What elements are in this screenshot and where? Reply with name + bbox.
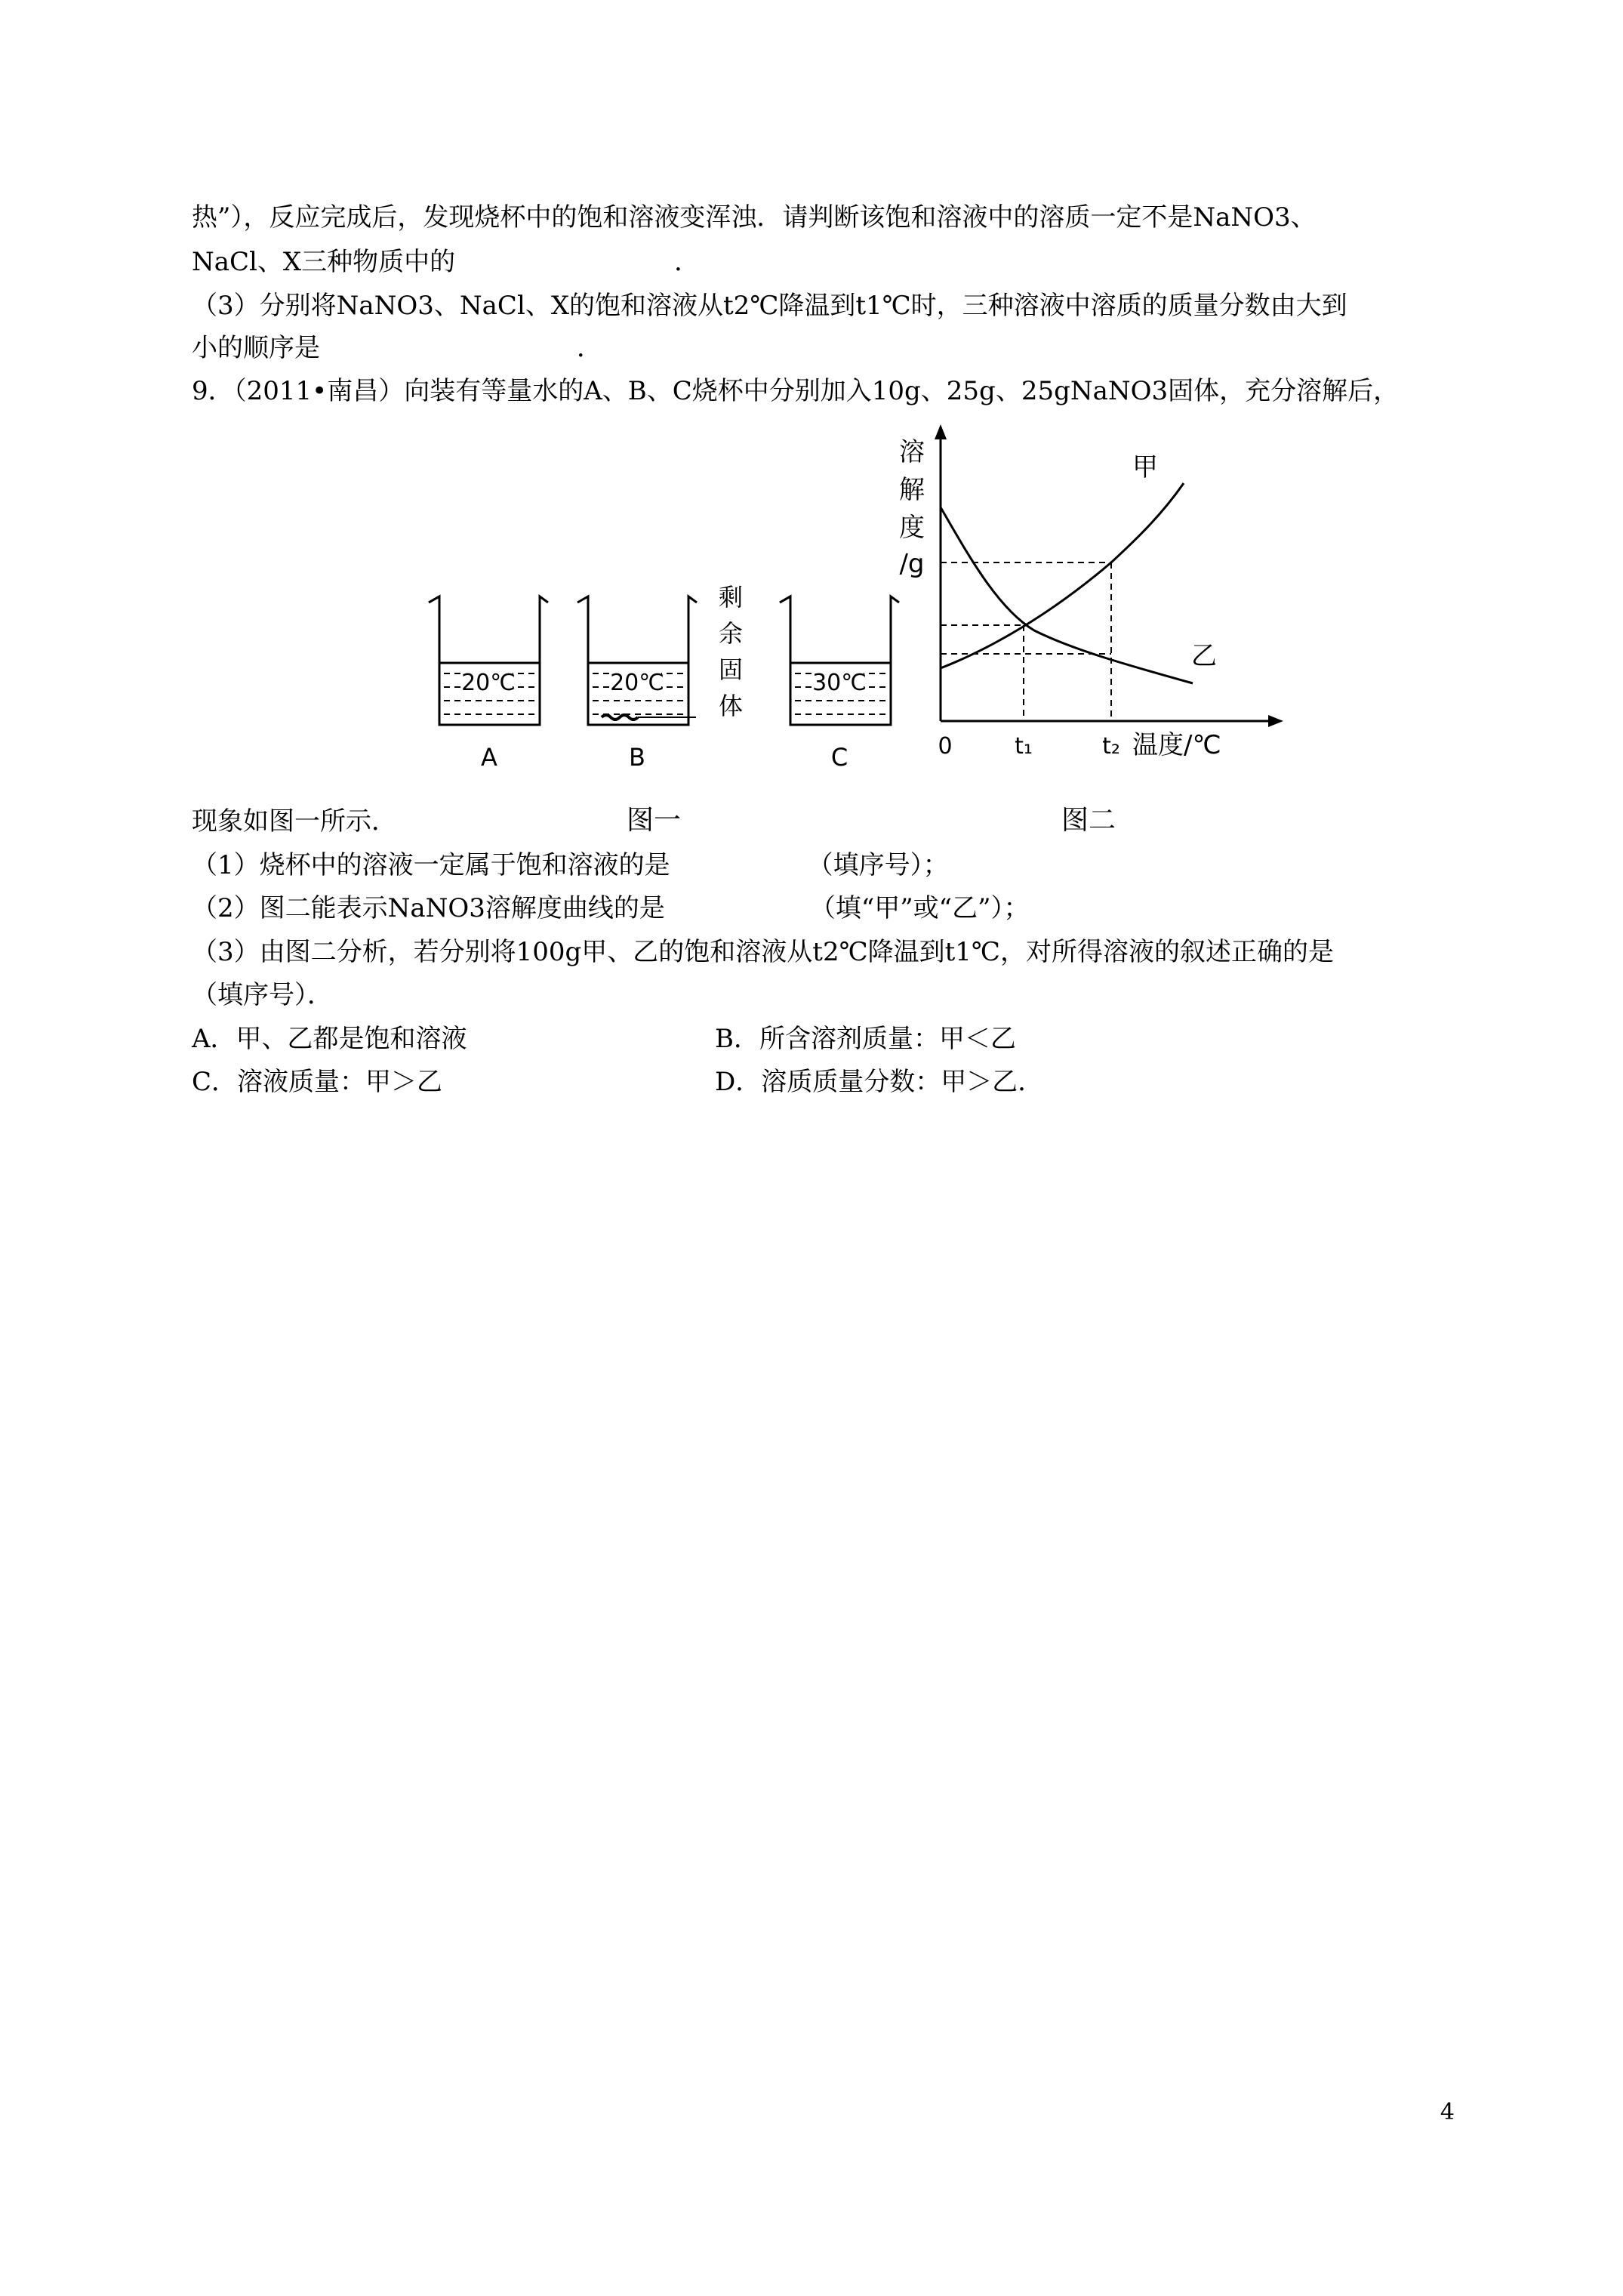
- text-line-6: 现象如图一所示．: [192, 806, 397, 837]
- svg-text:度: 度: [899, 513, 925, 543]
- text-line-2: [192, 247, 700, 277]
- curve-jia: [941, 483, 1184, 668]
- text-line-5: 9．（2011•南昌）向装有等量水的A、B、C烧杯中分别加入10g、25g、25gNaNO3固体，充分溶解后，: [192, 376, 1400, 406]
- svg-text:溶: 溶: [899, 437, 925, 467]
- guide-lines: [941, 562, 1111, 721]
- page-number: 4: [1440, 2099, 1455, 2125]
- y-axis-label: [899, 437, 925, 579]
- text-line-2a: NaCl、X三种物质中的: [192, 247, 456, 277]
- text-line-4: [192, 333, 602, 363]
- svg-text:剩: 剩: [718, 583, 744, 612]
- question-3-hint: （填序号）．: [192, 980, 333, 1010]
- curve-yi: [941, 507, 1193, 683]
- question-3: （3）由图二分析，若分别将100g甲、乙的饱和溶液从t2℃降温到t1℃，对所得溶液的叙述正确的是: [192, 937, 1334, 967]
- beaker-b-label: B: [629, 743, 645, 772]
- text-line-4a: 小的顺序是: [192, 333, 320, 363]
- question-2-text: （2）图二能表示NaNO3溶解度曲线的是: [192, 893, 665, 923]
- svg-text:余: 余: [718, 619, 744, 648]
- x-axis-arrow: [1268, 715, 1283, 727]
- figure-one: [423, 574, 830, 785]
- t1-label: t₁: [1015, 733, 1033, 760]
- svg-text:固: 固: [718, 655, 744, 684]
- series-jia-label: 甲: [1132, 452, 1158, 482]
- series-yi-label: 乙: [1191, 641, 1217, 671]
- figure-one-caption: 图一: [627, 805, 682, 836]
- question-1: [192, 850, 949, 880]
- question-1-text: （1）烧杯中的溶液一定属于饱和溶液的是: [192, 850, 670, 880]
- option-c: C．溶液质量：甲＞乙: [192, 1067, 443, 1097]
- text-line-2b: ．: [674, 247, 701, 277]
- question-1-hint: （填序号）；: [807, 850, 949, 880]
- svg-text:解: 解: [899, 475, 925, 505]
- residue-solid: [602, 715, 638, 720]
- question-2: [192, 893, 1029, 923]
- text-line-1: 热”），反应完成后，发现烧杯中的饱和溶液变浑浊．请判断该饱和溶液中的溶质一定不是NaNO3、: [192, 202, 1317, 233]
- beaker-a: [429, 596, 548, 772]
- beaker-b: [577, 596, 697, 772]
- beaker-a-temp: 20℃: [461, 670, 516, 696]
- option-b: B．所含溶剂质量：甲＜乙: [715, 1024, 1016, 1054]
- svg-text:/g: /g: [899, 549, 925, 579]
- x-axis-label: 温度/℃: [1132, 730, 1221, 760]
- option-d: D．溶质质量分数：甲＞乙．: [715, 1067, 1044, 1097]
- figure-two: [883, 423, 1306, 778]
- svg-text:体: 体: [718, 692, 744, 720]
- beaker-c-label: C: [830, 743, 848, 772]
- text-line-4b: ．: [577, 333, 602, 363]
- y-axis-arrow: [935, 424, 947, 439]
- beaker-b-temp: 20℃: [610, 670, 664, 696]
- figure-two-caption: 图二: [1061, 805, 1116, 836]
- residue-label: [719, 583, 743, 720]
- question-2-hint: （填“甲”或“乙”）；: [809, 893, 1030, 923]
- beaker-a-label: A: [481, 743, 497, 772]
- origin-label: 0: [938, 733, 953, 760]
- beaker-c-temp: 30℃: [812, 670, 867, 696]
- t2-label: t₂: [1102, 733, 1120, 760]
- option-a: A．甲、乙都是饱和溶液: [192, 1024, 467, 1054]
- text-line-3: （3）分别将NaNO3、NaCl、X的饱和溶液从t2℃降温到t1℃时，三种溶液中溶质的质量分数由大到: [192, 291, 1347, 321]
